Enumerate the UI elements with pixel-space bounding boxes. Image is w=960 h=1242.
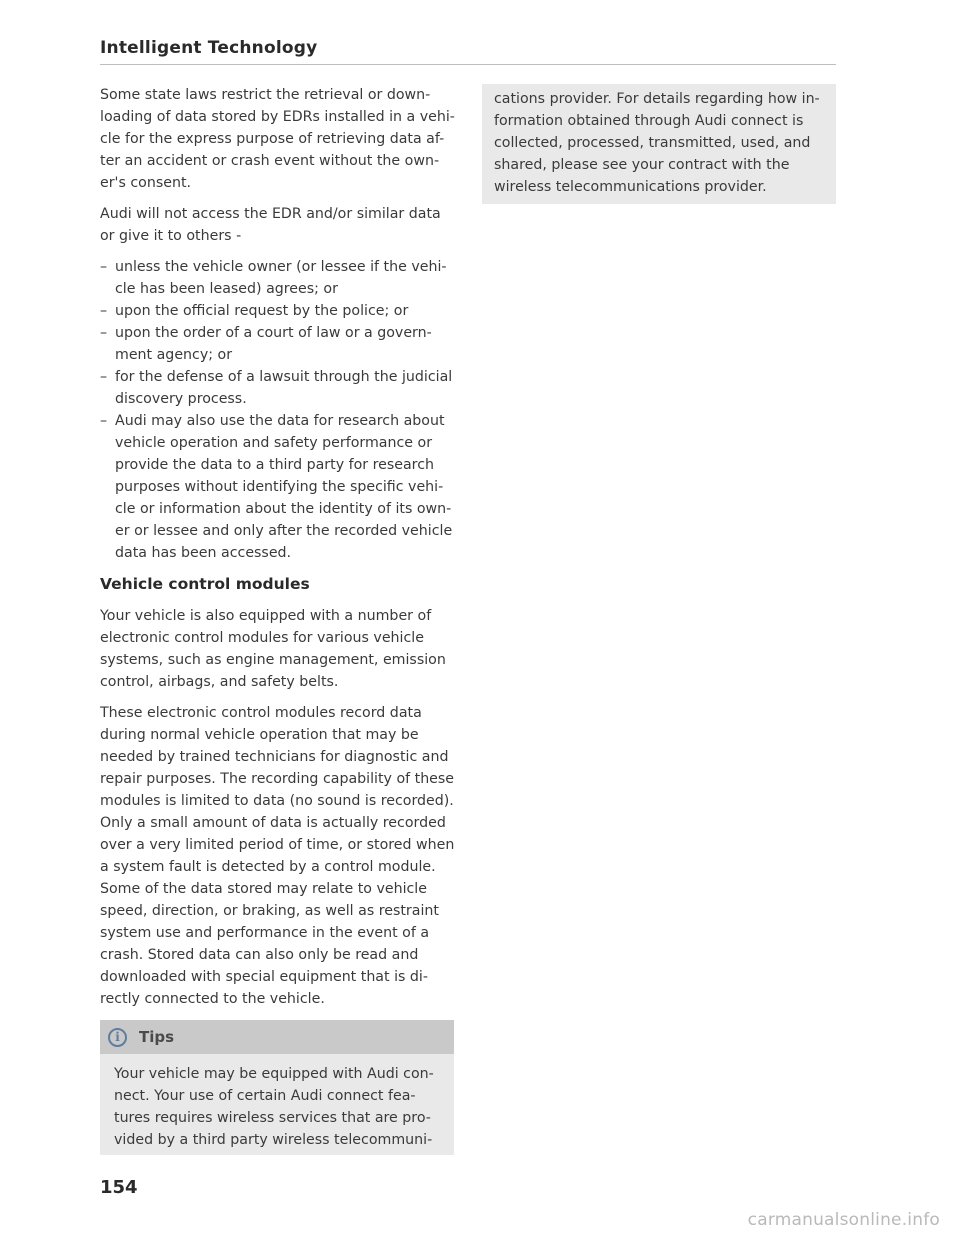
paragraph-control-modules: Your vehicle is also equipped with a number of electronic control modules for various vehicle systems, such as engine management, emission control, airbags, and safety belts. bbox=[100, 608, 446, 690]
watermark: carmanualsonline.info bbox=[747, 1210, 940, 1230]
tips-continuation-text: cations provider. For details regarding how in-formation obtained through Audi connect is collected, processed, transmitted, used, and shared, please see your contract with the wireless telecommunications provider. bbox=[494, 91, 820, 195]
left-column bbox=[100, 84, 456, 1155]
section-heading-vehicle-control-modules: Vehicle control modules bbox=[100, 575, 310, 593]
right-column bbox=[482, 84, 836, 204]
page-number: 154 bbox=[100, 1177, 138, 1198]
tips-box bbox=[100, 1020, 454, 1155]
list-item: – unless the vehicle owner (or lessee if the vehi-cle has been leased) agrees; or bbox=[100, 256, 456, 300]
list-item: – upon the official request by the police; or bbox=[100, 300, 456, 322]
info-icon: i bbox=[108, 1028, 127, 1047]
paragraph-edr-state-laws: Some state laws restrict the retrieval or down-loading of data stored by EDRs installed in a vehi-cle for the express purpose of retrieving data af-ter an accident or crash event without the own-er's consent. bbox=[100, 87, 455, 191]
list-item: – for the defense of a lawsuit through the judicial discovery process. bbox=[100, 366, 456, 410]
page-section-title: Intelligent Technology bbox=[100, 38, 318, 58]
access-conditions-list bbox=[100, 256, 456, 564]
tips-body bbox=[100, 1054, 454, 1155]
paragraph-audi-access: Audi will not access the EDR and/or similar data or give it to others - bbox=[100, 206, 441, 244]
list-item: – Audi may also use the data for research about vehicle operation and safety performance or provide the data to a third party for research purposes without identifying the specific vehi-cle or information about the identity of its own-er or lessee and only after the recorded vehicle data has been accessed. bbox=[100, 410, 456, 564]
paragraph-module-recording: These electronic control modules record data during normal vehicle operation that may be needed by trained technicians for diagnostic and repair purposes. The recording capability of these modules is limited to data (no sound is recorded). Only a small amount of data is actually recorded over a very limited period of time, or stored when a system fault is detected by a control module. Some of the data stored may relate to vehicle speed, direction, or braking, as well as restraint system use and performance in the event of a crash. Stored data can also only be read and downloaded with special equipment that is di-rectly connected to the vehicle. bbox=[100, 705, 455, 1007]
tips-text: Your vehicle may be equipped with Audi con-nect. Your use of certain Audi connect fea-tures requires wireless services that are pro-vided by a third party wireless telecommuni- bbox=[114, 1066, 434, 1148]
tips-continuation bbox=[482, 84, 836, 204]
list-item: – upon the order of a court of law or a govern-ment agency; or bbox=[100, 322, 456, 366]
header-divider bbox=[100, 64, 836, 65]
tips-title: Tips bbox=[139, 1028, 175, 1046]
tips-header bbox=[100, 1020, 454, 1054]
